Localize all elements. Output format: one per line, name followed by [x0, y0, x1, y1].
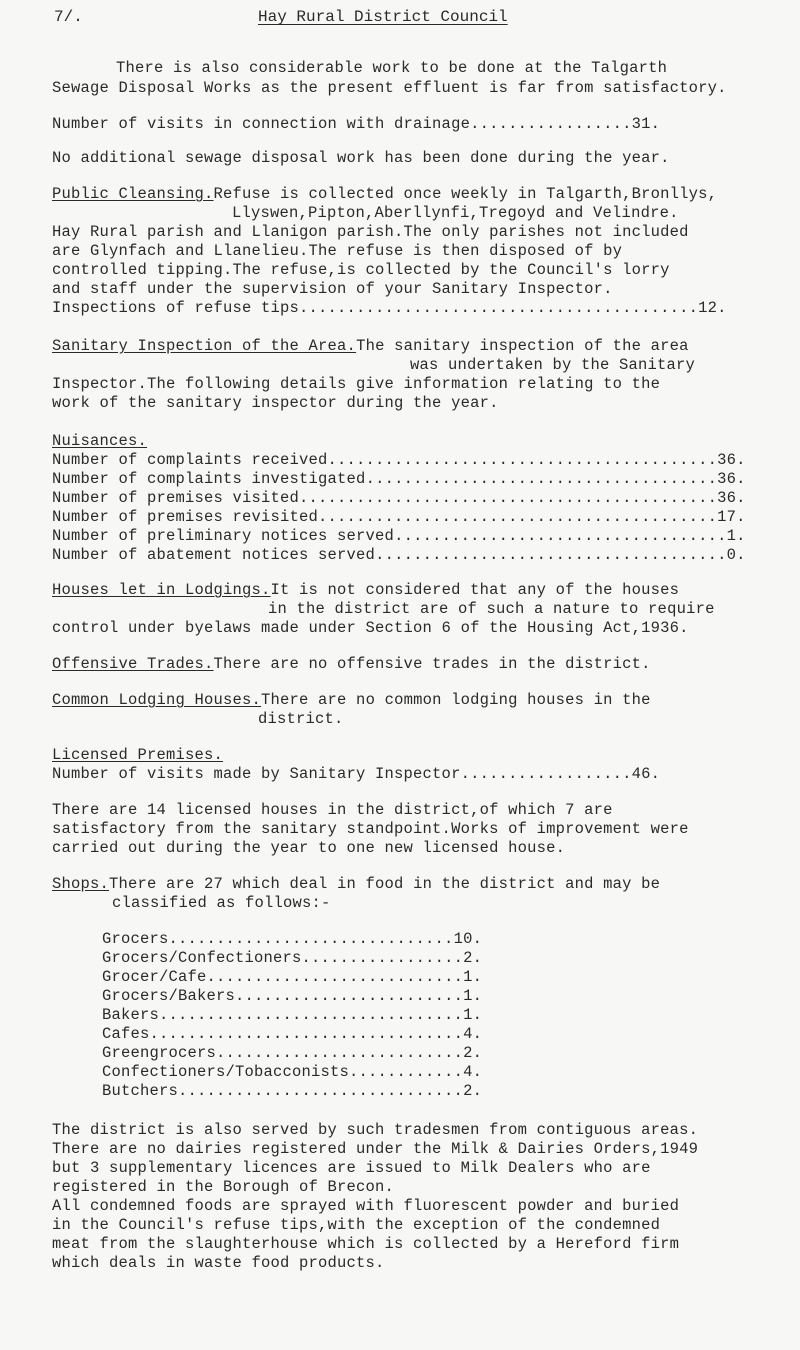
- houses-lodgings-heading: Houses let in Lodgings.: [52, 581, 271, 599]
- sewage-line-2: Sewage Disposal Works as the present effluent is far from satisfactory.: [52, 79, 727, 97]
- offensive-trades-text: There are no offensive trades in the district.: [213, 655, 651, 673]
- common-lodging-heading: Common Lodging Houses.: [52, 691, 262, 709]
- common-lodging-text-1: There are no common lodging houses in the: [261, 691, 651, 709]
- licensed-premises-heading: Licensed Premises.: [52, 746, 224, 764]
- shops-heading: Shops.: [52, 875, 110, 893]
- closing-line-3: but 3 supplementary licences are issued to Milk Dealers who are: [52, 1159, 651, 1177]
- nuisance-row-value: 36.: [717, 451, 746, 469]
- shop-row: [102, 967, 482, 987]
- shop-row-value: 1.: [463, 1006, 483, 1024]
- shop-row-value: 1.: [463, 987, 483, 1005]
- common-lodging-line-2: district.: [258, 710, 344, 728]
- offensive-trades-line: [52, 654, 651, 674]
- public-cleansing-line-5: controlled tipping.The refuse,is collected by the Council's lorry: [52, 261, 670, 279]
- shop-row-label: Grocers: [102, 930, 169, 948]
- nuisance-row: [52, 545, 746, 565]
- nuisances-heading: Nuisances.: [52, 432, 148, 450]
- dot-leader: ..........................: [216, 1044, 464, 1062]
- shop-row: [102, 1062, 482, 1082]
- licensed-premises-line-3: carried out during the year to one new licensed house.: [52, 839, 566, 857]
- shop-row-label: Confectioners/Tobacconists: [102, 1063, 350, 1081]
- licensed-visits-label: Number of visits made by Sanitary Inspector: [52, 765, 461, 783]
- nuisance-row-label: Number of abatement notices served: [52, 546, 376, 564]
- public-cleansing-line-2: Llyswen,Pipton,Aberllynfi,Tregoyd and Velindre.: [232, 204, 679, 222]
- shop-row-label: Grocers/Bakers: [102, 987, 236, 1005]
- drainage-visits-label: Number of visits in connection with drainage: [52, 115, 471, 133]
- sanitary-inspection-heading: Sanitary Inspection of the Area.: [52, 337, 357, 355]
- licensed-premises-line-2: satisfactory from the sanitary standpoint.Works of improvement were: [52, 820, 689, 838]
- public-cleansing-line-6: and staff under the supervision of your Sanitary Inspector.: [52, 280, 613, 298]
- dot-leader: ........................: [235, 987, 464, 1005]
- nuisance-row: [52, 488, 746, 508]
- houses-lodgings-line-2: in the district are of such a nature to require: [268, 600, 715, 618]
- dot-leader: ...........................: [206, 968, 464, 986]
- closing-line-6: in the Council's refuse tips,with the exception of the condemned: [52, 1216, 661, 1234]
- shop-row-value: 10.: [453, 930, 483, 948]
- shops-line-2: classified as follows:-: [112, 894, 331, 912]
- shop-row-value: 4.: [463, 1063, 483, 1081]
- shop-row-value: 4.: [463, 1025, 483, 1043]
- shop-row-label: Cafes: [102, 1025, 150, 1043]
- shop-row: [102, 948, 482, 968]
- public-cleansing-text-1: Refuse is collected once weekly in Talgarth,Bronllys,: [213, 185, 718, 203]
- sanitary-inspection-line-3: Inspector.The following details give information relating to the: [52, 375, 661, 393]
- nuisance-row-label: Number of premises visited: [52, 489, 300, 507]
- dot-leader: ..............................: [178, 1082, 464, 1100]
- public-cleansing-heading: Public Cleansing.: [52, 185, 214, 203]
- common-lodging-line-1: [52, 690, 651, 710]
- dot-leader: .........................................: [327, 451, 718, 469]
- sanitary-inspection-line-4: work of the sanitary inspector during the year.: [52, 394, 499, 412]
- houses-lodgings-line-3: control under byelaws made under Section 6 of the Housing Act,1936.: [52, 619, 689, 637]
- closing-line-8: which deals in waste food products.: [52, 1254, 385, 1272]
- shop-row-label: Butchers: [102, 1082, 179, 1100]
- dot-leader: .....................................: [375, 546, 727, 564]
- closing-line-4: registered in the Borough of Brecon.: [52, 1178, 395, 1196]
- sanitary-inspection-text-1: The sanitary inspection of the area: [356, 337, 689, 355]
- licensed-premises-line-1: There are 14 licensed houses in the district,of which 7 are: [52, 801, 613, 819]
- nuisance-row-value: 0.: [726, 546, 746, 564]
- shop-row-label: Grocer/Cafe: [102, 968, 207, 986]
- nuisance-row-value: 36.: [717, 470, 746, 488]
- page-number: 7/.: [54, 8, 83, 26]
- refuse-tips-line: Inspections of refuse tips..........................................12.: [52, 299, 727, 317]
- dot-leader: .................: [301, 949, 464, 967]
- shops-text-1: There are 27 which deal in food in the district and may be: [109, 875, 661, 893]
- shops-line-1: [52, 874, 660, 894]
- shop-row-value: 2.: [463, 1082, 483, 1100]
- shop-row-value: 1.: [463, 968, 483, 986]
- houses-lodgings-text-1: It is not considered that any of the houses: [270, 581, 680, 599]
- nuisance-row: [52, 450, 746, 470]
- no-additional-sewage: No additional sewage disposal work has been done during the year.: [52, 149, 670, 167]
- nuisance-row-label: Number of preliminary notices served: [52, 527, 395, 545]
- nuisance-row-value: 1.: [726, 527, 746, 545]
- dot-leader: .................................: [149, 1025, 464, 1043]
- offensive-trades-heading: Offensive Trades.: [52, 655, 214, 673]
- shop-row: [102, 1005, 482, 1025]
- shop-row: [102, 1043, 482, 1063]
- shop-row: [102, 986, 482, 1006]
- dot-leader: ................................: [159, 1006, 464, 1024]
- shop-row: [102, 1024, 482, 1044]
- drainage-visits-line: Number of visits in connection with drainage.................31.: [52, 115, 661, 133]
- dot-leader: ..........................................: [318, 508, 718, 526]
- refuse-tips-label: Inspections of refuse tips: [52, 299, 300, 317]
- nuisance-row: [52, 526, 746, 546]
- shop-row-value: 2.: [463, 949, 483, 967]
- dot-leader: ............................................: [299, 489, 718, 507]
- drainage-visits-value: 31.: [631, 115, 661, 133]
- closing-line-7: meat from the slaughterhouse which is collected by a Hereford firm: [52, 1235, 680, 1253]
- dot-leader: ..............................: [168, 930, 454, 948]
- dot-leader: ............: [349, 1063, 464, 1081]
- shop-row-label: Greengrocers: [102, 1044, 217, 1062]
- sanitary-inspection-line-2: was undertaken by the Sanitary: [410, 356, 696, 374]
- nuisance-row-label: Number of premises revisited: [52, 508, 319, 526]
- licensed-visits-value: 46.: [631, 765, 661, 783]
- nuisance-row-value: 36.: [717, 489, 746, 507]
- nuisance-row-label: Number of complaints received: [52, 451, 328, 469]
- dot-leader: .....................................: [365, 470, 718, 488]
- nuisance-row-value: 17.: [717, 508, 746, 526]
- licensed-visits-line: Number of visits made by Sanitary Inspector..................46.: [52, 765, 661, 783]
- nuisance-row: [52, 469, 746, 489]
- shop-row: [102, 929, 482, 949]
- nuisance-row: [52, 507, 746, 527]
- shop-row-label: Bakers: [102, 1006, 160, 1024]
- public-cleansing-line-3: Hay Rural parish and Llanigon parish.The only parishes not included: [52, 223, 689, 241]
- closing-line-2: There are no dairies registered under the Milk & Dairies Orders,1949: [52, 1140, 699, 1158]
- shop-row-value: 2.: [463, 1044, 483, 1062]
- shop-row: [102, 1081, 482, 1101]
- public-cleansing-line-4: are Glynfach and Llanelieu.The refuse is then disposed of by: [52, 242, 623, 260]
- closing-line-5: All condemned foods are sprayed with fluorescent powder and buried: [52, 1197, 680, 1215]
- nuisance-row-label: Number of complaints investigated: [52, 470, 366, 488]
- shop-row-label: Grocers/Confectioners: [102, 949, 302, 967]
- dot-leader: ...................................: [394, 527, 727, 545]
- refuse-tips-value: 12.: [698, 299, 727, 317]
- closing-line-1: The district is also served by such tradesmen from contiguous areas.: [52, 1121, 699, 1139]
- public-cleansing-line-1: [52, 184, 717, 204]
- sewage-line-1: There is also considerable work to be done at the Talgarth: [116, 59, 668, 77]
- houses-lodgings-line-1: [52, 580, 679, 600]
- page-title: Hay Rural District Council: [258, 8, 508, 26]
- sanitary-inspection-line-1: [52, 336, 689, 356]
